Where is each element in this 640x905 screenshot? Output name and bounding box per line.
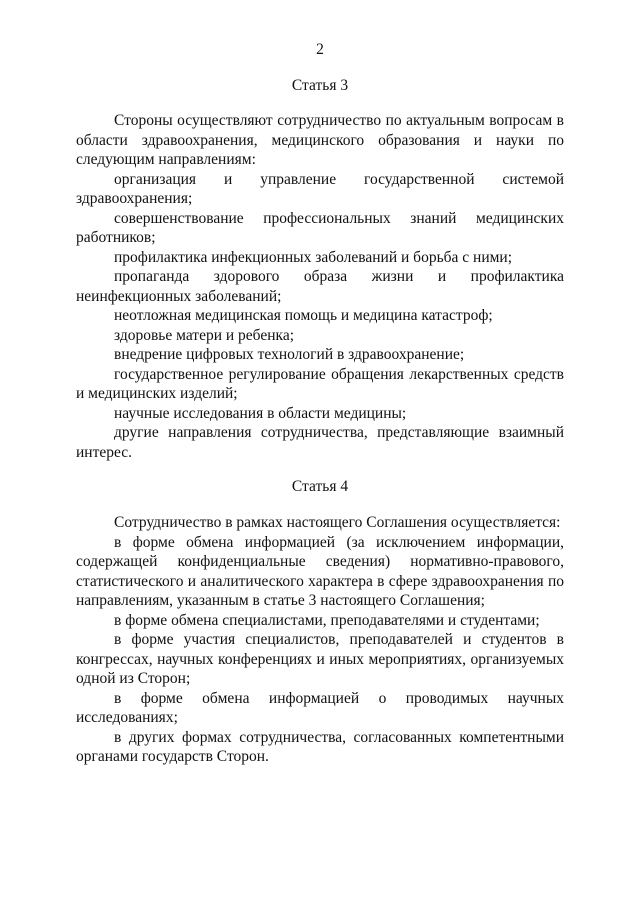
- article-3-paragraph: неотложная медицинская помощь и медицина катастроф;: [114, 307, 493, 324]
- article-4-paragraph: в форме обмена информацией (за исключением информации, содержащей конфиденциальные сведения) нормативно-правового, статистического и аналитического характера в сфере здравоохранения по направлениям, указанным в статье 3 настоящего Соглашения;: [76, 533, 564, 609]
- article-3-paragraph: пропаганда здорового образа жизни и профилактика неинфекционных заболеваний;: [76, 268, 564, 305]
- article-4-body: [76, 513, 564, 767]
- article-4-paragraph: в других формах сотрудничества, согласованных компетентными органами государств Сторон.: [76, 728, 564, 765]
- article-4-heading: Статья 4: [291, 478, 349, 495]
- article-3-paragraph: научные исследования в области медицины;: [114, 404, 407, 422]
- article-4-paragraph: в форме участия специалистов, преподавателей и студентов в конгрессах, научных конференциях и иных мероприятиях, организуемых одной из Сторон;: [76, 631, 564, 687]
- article-3-paragraph: Стороны осуществляют сотрудничество по актуальным вопросам в области здравоохранения, медицинского образования и науки по следующим направлениям:: [76, 112, 564, 168]
- page-number: 2: [316, 41, 324, 58]
- article-3-body: [76, 111, 564, 462]
- article-3-paragraph: профилактика инфекционных заболеваний и борьба с ними;: [114, 248, 513, 266]
- article-3-paragraph: организация и управление государственной системой здравоохранения;: [76, 170, 564, 207]
- article-3-paragraph: совершенствование профессиональных знаний медицинских работников;: [76, 209, 564, 246]
- article-3-paragraph: здоровье матери и ребенка;: [114, 326, 295, 344]
- article-3-paragraph: другие направления сотрудничества, представляющие взаимный интерес.: [76, 424, 564, 461]
- article-3-heading: Статья 3: [291, 77, 349, 94]
- article-4-paragraph: Сотрудничество в рамках настоящего Соглашения осуществляется:: [114, 514, 561, 531]
- article-4-paragraph: в форме обмена информацией о проводимых научных исследованиях;: [76, 689, 564, 726]
- article-4-paragraph: в форме обмена специалистами, преподавателями и студентами;: [114, 611, 540, 629]
- article-3-paragraph: внедрение цифровых технологий в здравоохранение;: [114, 346, 465, 363]
- article-3-paragraph: государственное регулирование обращения лекарственных средств и медицинских изделий;: [76, 365, 564, 402]
